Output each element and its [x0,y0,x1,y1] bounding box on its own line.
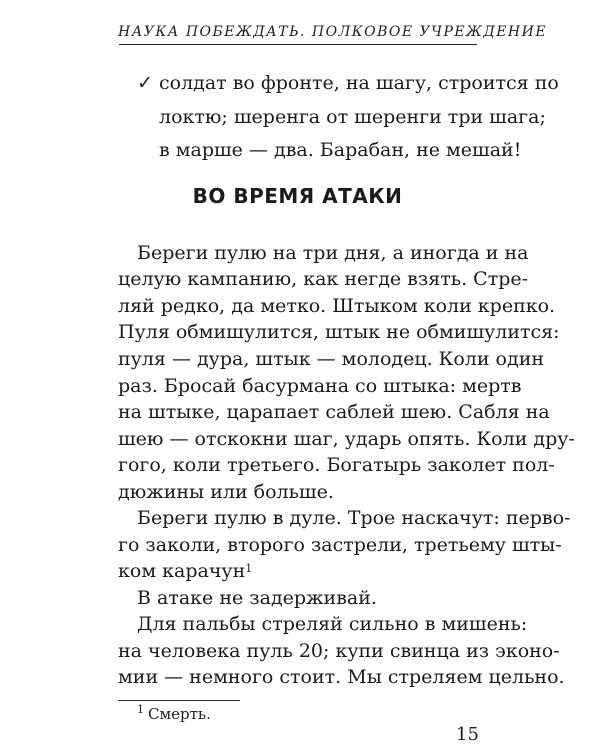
body-line: на человека пуль 20; купи свинца из эконо- [118,640,560,662]
body-line-with-footnote [118,558,252,584]
footnote-text: Смерть. [148,705,211,723]
body-line: гого, коли третьего. Богатырь заколет пол- [118,454,555,476]
body-line: Для пальбы стреляй сильно в мишень: [137,613,528,635]
body-line: го заколи, второго застрели, третьему шты- [118,534,562,556]
footnote-rule [118,700,240,701]
section-heading: ВО ВРЕМЯ АТАКИ [192,184,403,208]
body-line: дюжины или больше. [118,481,334,503]
body-line: В атаке не задерживай. [137,587,377,609]
body-line: целую кампанию, как негде взять. Стре- [118,268,529,290]
body-line-text: ком карачун [118,560,246,582]
body-line: Береги пулю на три дня, а иногда и на [137,242,529,264]
body-line: Пуля обмишулится, штык не обмишулится: [118,321,560,343]
bullet-line: локтю; шеренга от шеренги три шага; [159,106,546,128]
checkmark-icon: ✓ [137,72,153,94]
body-line: ляй редко, да метко. Штыком коли крепко. [118,295,556,317]
body-line: пуля — дура, штык — молодец. Коли один [118,348,545,370]
header-rule [119,44,477,45]
footnote-reference: 1 [245,562,253,575]
body-line: шею — отскокни шаг, ударь опять. Коли дру- [118,428,575,450]
page-number: 15 [456,724,479,745]
bullet-line: солдат во фронте, на шагу, строится по [159,72,559,94]
footnote-marker: 1 [137,703,144,716]
body-line: Береги пулю в дуле. Трое наскачут: перво- [137,507,571,529]
body-line: раз. Бросай басурмана со штыка: мертв [118,375,522,397]
body-line: мии — немного стоит. Мы стреляем цельно. [118,666,565,688]
bullet-line: в марше — два. Барабан, не мешай! [159,139,522,161]
body-line: на штыке, царапает саблей шею. Сабля на [118,401,550,423]
running-head: НАУКА ПОБЕЖДАТЬ. ПОЛКОВОЕ УЧРЕЖДЕНИЕ [118,24,548,40]
